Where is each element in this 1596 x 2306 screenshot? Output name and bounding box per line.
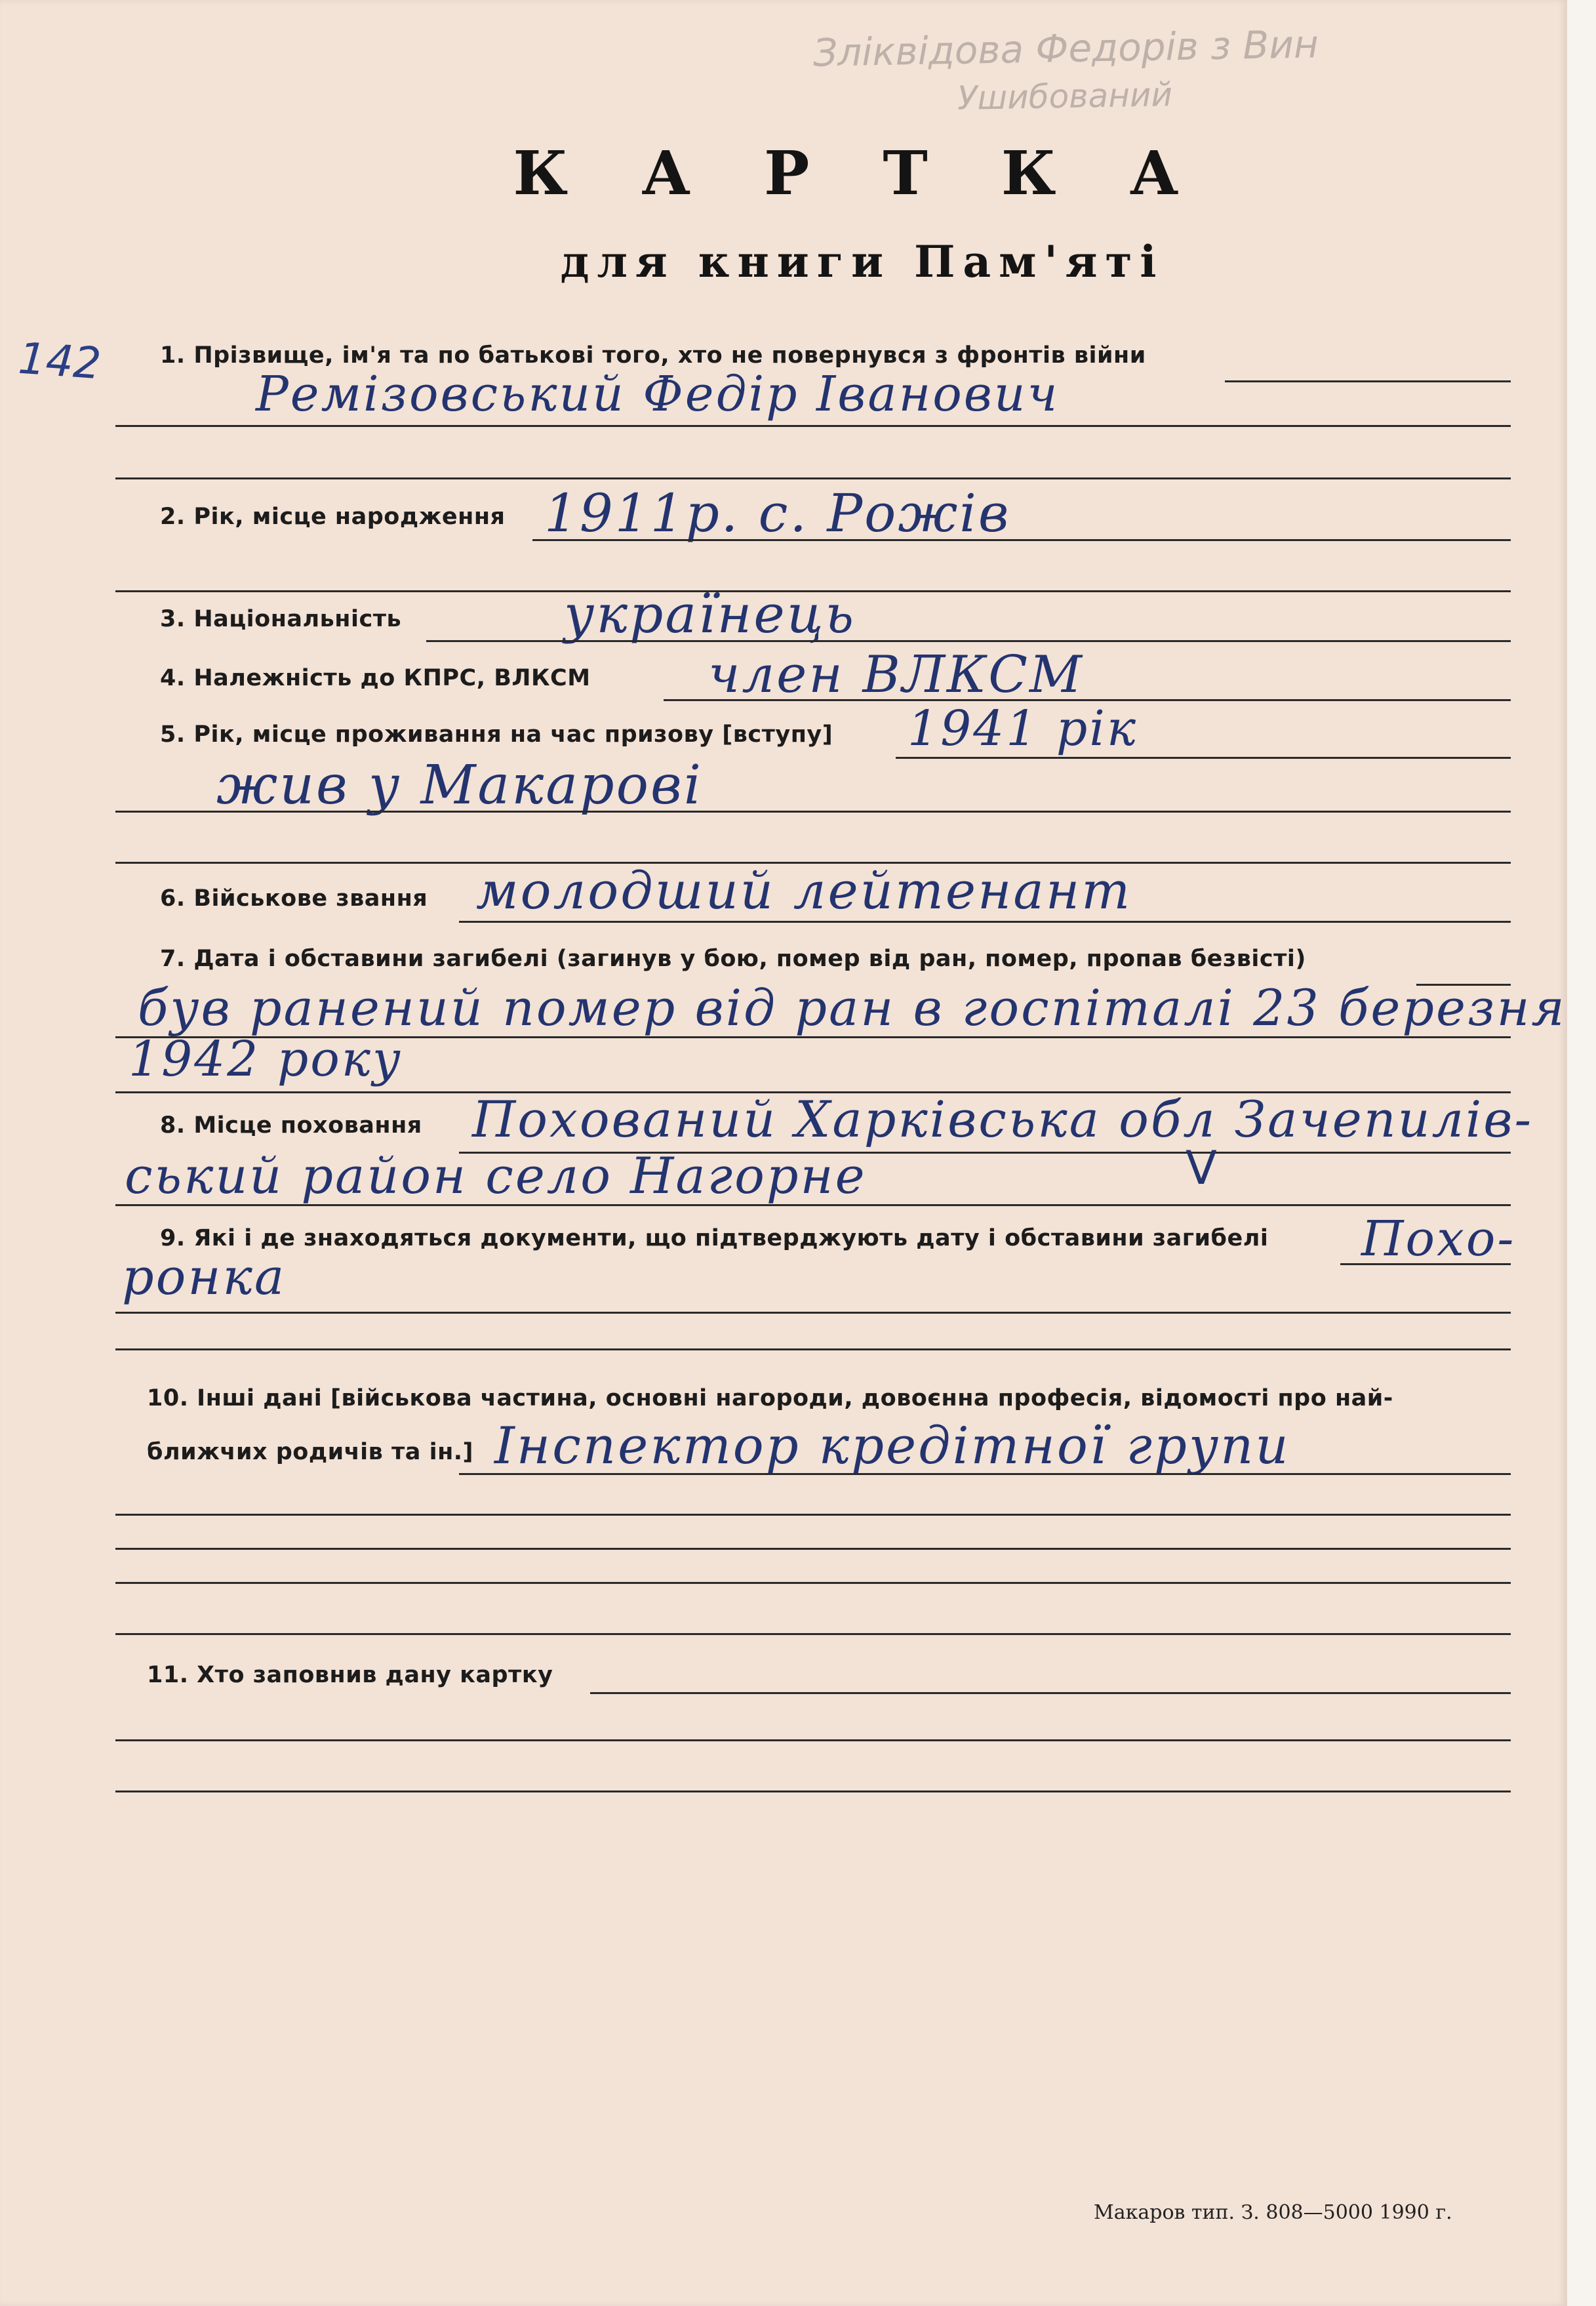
field-4-value: член ВЛКСМ: [708, 645, 1084, 704]
field-6-label: 6. Військове звання: [160, 885, 428, 912]
field-11-rule-c: [115, 1790, 1511, 1792]
field-8-value: Похований Харківська обл Зачепилів-: [472, 1090, 1534, 1148]
field-8-rule-b: [115, 1204, 1511, 1206]
faint-header-line-2: Ушибований: [957, 75, 1173, 117]
printer-imprint: Макаров тип. З. 808—5000 1990 г.: [1094, 2201, 1452, 2224]
field-1-rule-a: [1225, 380, 1511, 382]
field-7-value: був ранений помер від ран в госпіталі 23 березня: [138, 979, 1566, 1037]
field-10-rule-d: [115, 1582, 1511, 1584]
field-3-label: 3. Національність: [160, 606, 402, 632]
field-11-rule-b: [115, 1739, 1511, 1741]
field-1-rule-c: [115, 477, 1511, 479]
field-4-label: 4. Належність до КПРС, ВЛКСМ: [160, 665, 591, 691]
field-10-value: Інспектор кредітної групи: [494, 1417, 1290, 1476]
field-9-rule-b: [115, 1312, 1511, 1314]
field-9-rule-a: [1340, 1263, 1511, 1265]
field-9-value-2: ронка: [122, 1247, 287, 1306]
field-7-label: 7. Дата і обставини загибелі (загинув у бою, помер від ран, помер, пропав безвісті): [160, 946, 1306, 972]
margin-number: 142: [16, 333, 103, 390]
field-6-rule: [459, 921, 1511, 923]
field-8-label: 8. Місце поховання: [160, 1112, 422, 1139]
card-subtitle: для книги Пам'яті: [560, 236, 1165, 287]
field-1-label: 1. Прізвище, ім'я та по батькові того, хто не повернувся з фронтів війни: [160, 342, 1146, 369]
field-7-value-2: 1942 року: [129, 1031, 403, 1087]
field-6-value: молодший лейтенант: [476, 862, 1132, 921]
field-10-rule-c: [115, 1548, 1511, 1550]
field-5-value: 1941 рік: [908, 700, 1138, 757]
field-10-rule-a: [459, 1473, 1511, 1475]
field-5-value-2: жив у Макарові: [216, 754, 703, 817]
field-9-label: 9. Які і де знаходяться документи, що підтверджують дату і обставини загибелі: [160, 1225, 1269, 1251]
field-1-rule-b: [115, 425, 1511, 427]
field-5-rule-a: [896, 757, 1511, 759]
field-10-label-2: ближчих родичів та ін.]: [147, 1439, 474, 1465]
field-5-rule-b: [115, 811, 1511, 813]
card-title: К А Р Т К А: [513, 138, 1205, 209]
field-8-value-2: ський район село Нагорне: [125, 1146, 867, 1205]
field-9-value: Похо-: [1361, 1211, 1516, 1267]
field-11-rule-a: [590, 1692, 1511, 1694]
field-2-rule-a: [532, 539, 1511, 541]
field-2-value: 1911р. с. Рожів: [544, 483, 1011, 544]
field-5-label: 5. Рік, місце проживання на час призову [вступу]: [160, 721, 833, 748]
faint-header-line-1: Зліквідова Федорів з Вин: [812, 22, 1319, 75]
field-3-rule: [426, 640, 1511, 642]
field-9-rule-c: [115, 1348, 1511, 1350]
field-11-label: 11. Хто заповнив дану картку: [147, 1662, 553, 1688]
field-2-label: 2. Рік, місце народження: [160, 504, 506, 530]
check-mark: V: [1186, 1141, 1217, 1195]
field-10-label: 10. Інші дані [військова частина, основні нагороди, довоєнна професія, відомості про най-: [147, 1385, 1393, 1411]
field-1-value: Ремізовський Федір Іванович: [256, 366, 1060, 422]
field-3-value: українець: [564, 584, 856, 645]
scan-edge: [1567, 0, 1596, 2306]
field-10-rule-e: [115, 1633, 1511, 1635]
field-10-rule-b: [115, 1514, 1511, 1516]
